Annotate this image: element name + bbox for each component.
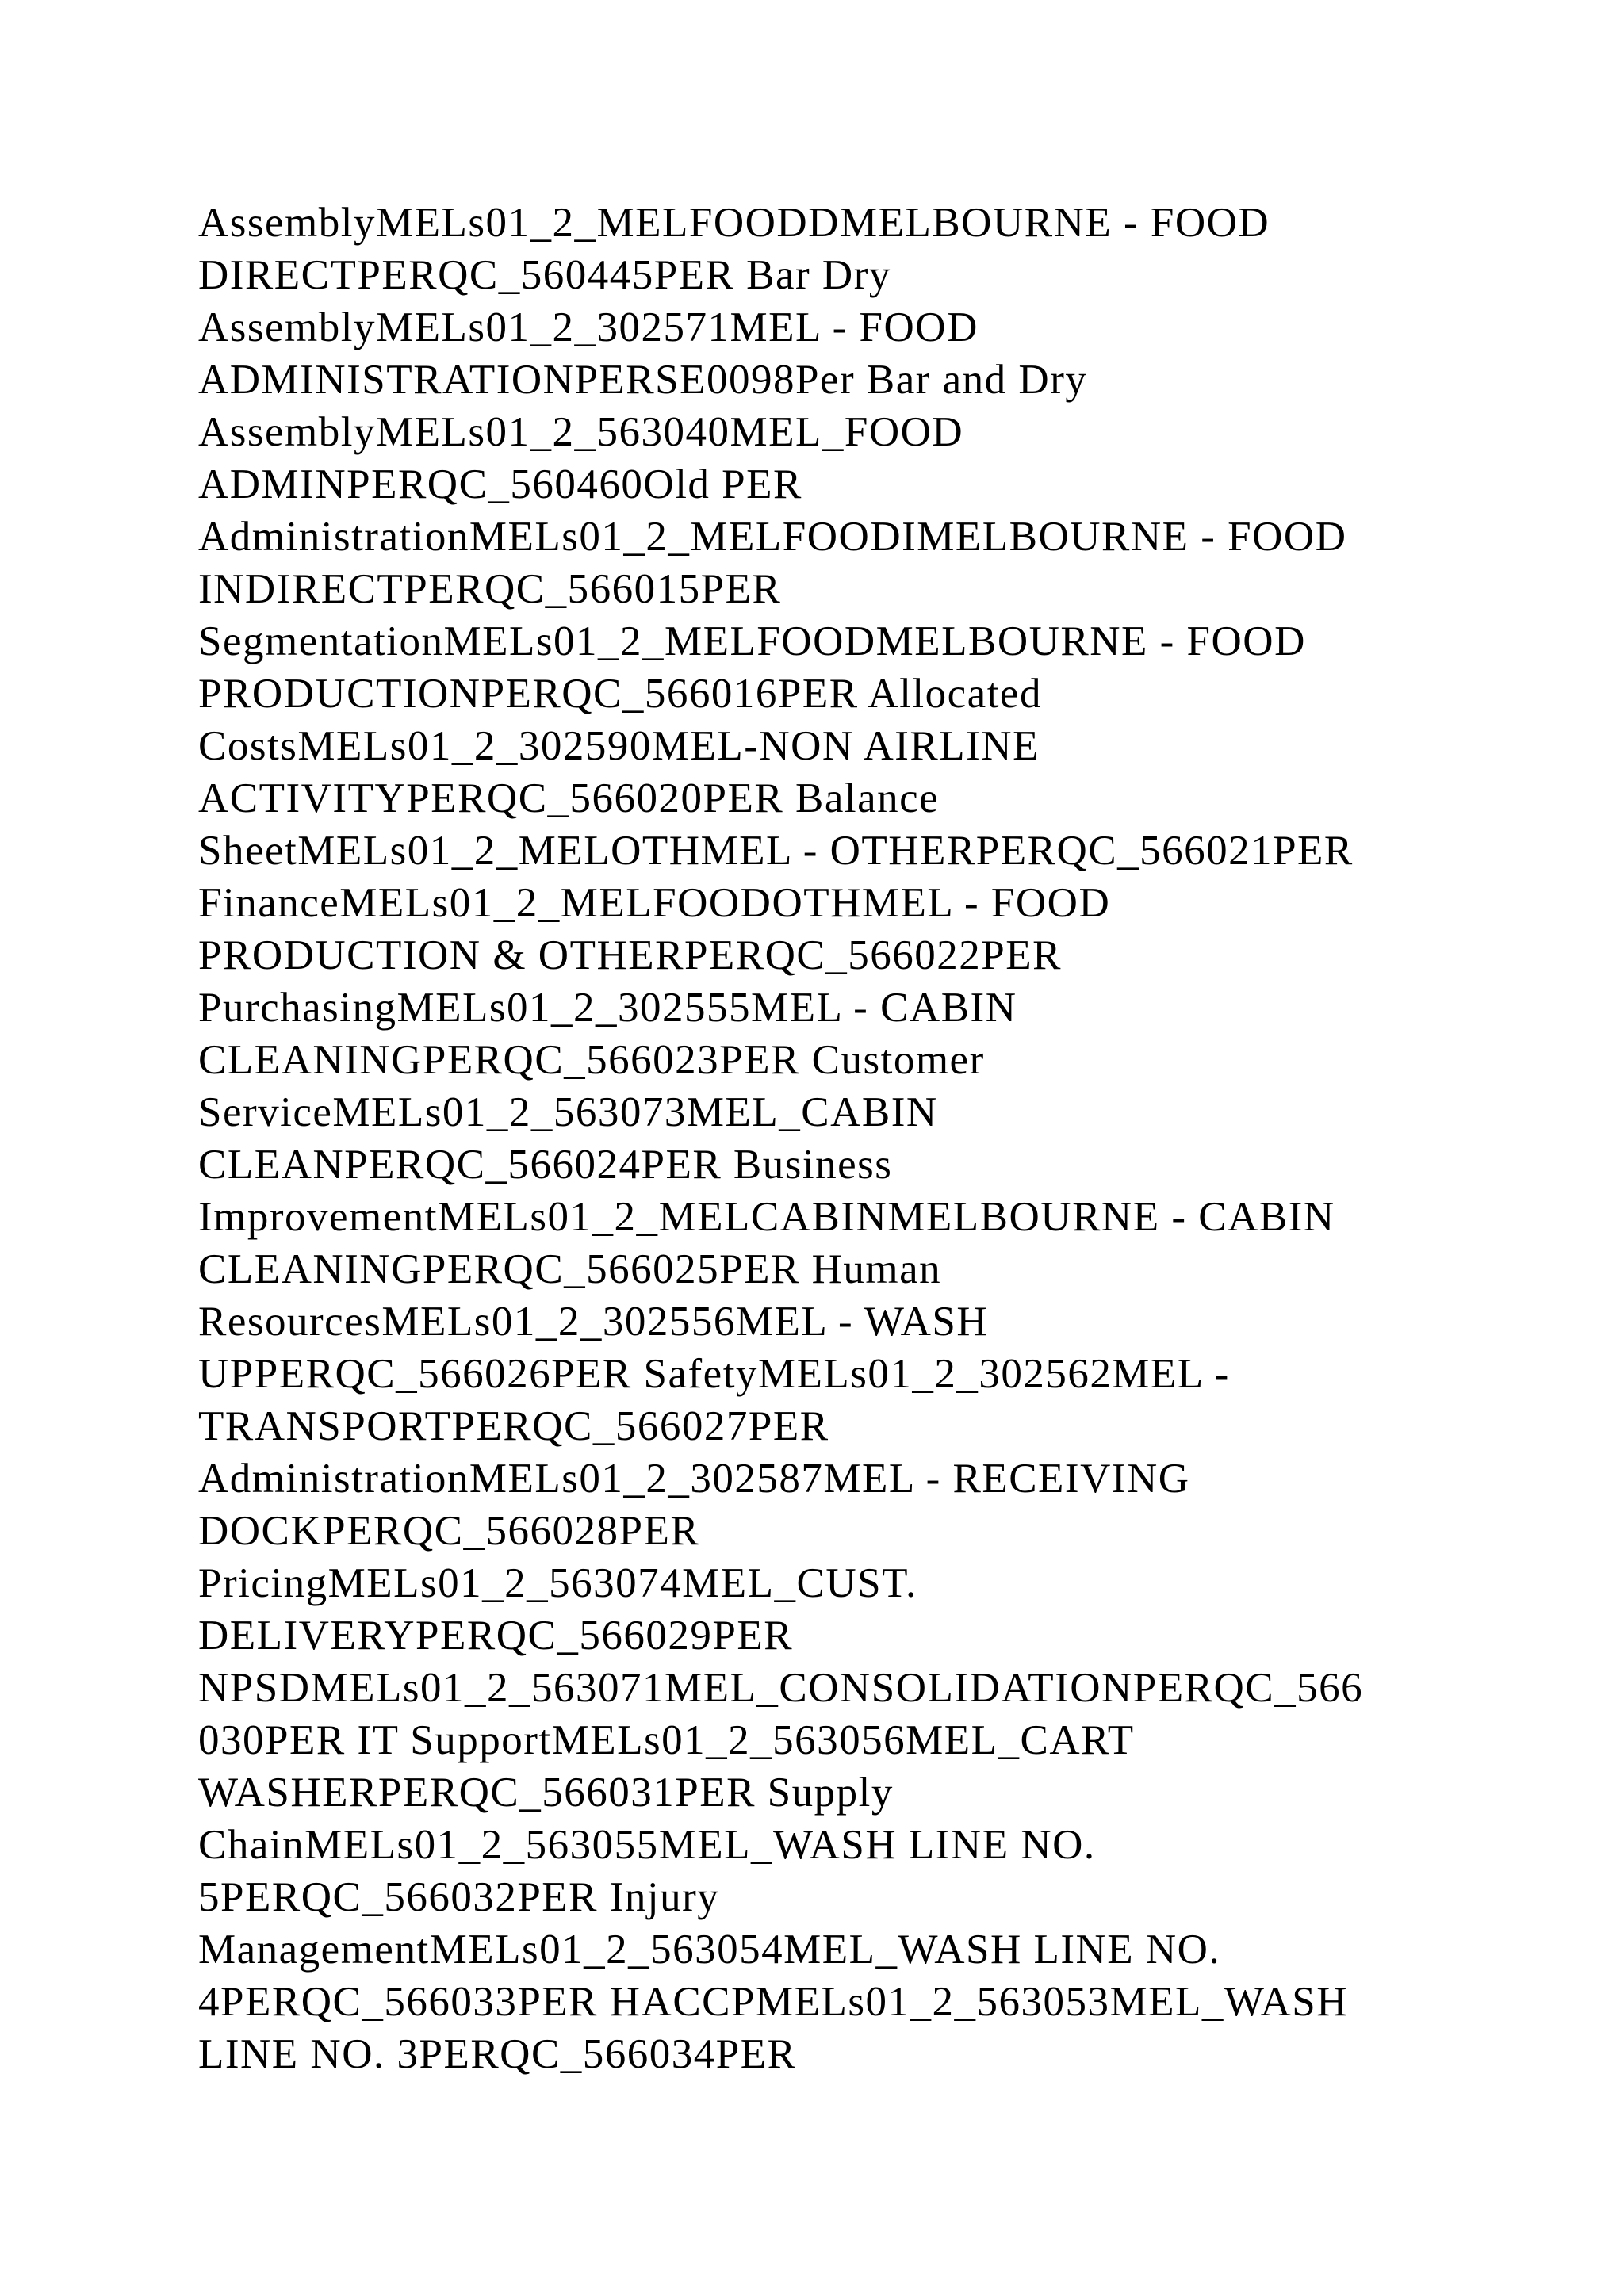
text-line: 5PERQC_566032PER Injury — [198, 1874, 720, 1920]
text-line: ServiceMELs01_2_563073MEL_CABIN — [198, 1089, 938, 1135]
text-line: AdministrationMELs01_2_302587MEL - RECEIVING — [198, 1456, 1190, 1502]
text-line: AdministrationMELs01_2_MELFOODIMELBOURNE - FOOD — [198, 514, 1347, 560]
text-line: FinanceMELs01_2_MELFOODOTHMEL - FOOD — [198, 880, 1111, 926]
text-line: PRODUCTIONPERQC_566016PER Allocated — [198, 671, 1042, 717]
text-line: ChainMELs01_2_563055MEL_WASH LINE NO. — [198, 1822, 1096, 1868]
text-line: DIRECTPERQC_560445PER Bar Dry — [198, 252, 891, 298]
text-line: CLEANINGPERQC_566025PER Human — [198, 1246, 942, 1292]
text-line: PricingMELs01_2_563074MEL_CUST. — [198, 1560, 917, 1606]
text-line: AssemblyMELs01_2_302571MEL - FOOD — [198, 304, 979, 350]
text-line: SegmentationMELs01_2_MELFOODMELBOURNE - FOOD — [198, 618, 1306, 664]
text-line: WASHERPERQC_566031PER Supply — [198, 1770, 894, 1816]
text-line: LINE NO. 3PERQC_566034PER — [198, 2031, 797, 2077]
text-line: ResourcesMELs01_2_302556MEL - WASH — [198, 1299, 989, 1345]
text-line: DOCKPERQC_566028PER — [198, 1508, 700, 1554]
body-text — [198, 197, 1467, 2080]
text-line: UPPERQC_566026PER SafetyMELs01_2_302562MEL - — [198, 1351, 1230, 1397]
text-line: TRANSPORTPERQC_566027PER — [198, 1403, 829, 1449]
text-line: ImprovementMELs01_2_MELCABINMELBOURNE - CABIN — [198, 1194, 1335, 1240]
text-line: AssemblyMELs01_2_563040MEL_FOOD — [198, 409, 964, 455]
text-line: PRODUCTION & OTHERPERQC_566022PER — [198, 932, 1062, 978]
text-line: SheetMELs01_2_MELOTHMEL - OTHERPERQC_566021PER — [198, 828, 1354, 874]
text-line: PurchasingMELs01_2_302555MEL - CABIN — [198, 985, 1017, 1031]
text-line: INDIRECTPERQC_566015PER — [198, 566, 782, 612]
text-line: ADMINPERQC_560460Old PER — [198, 461, 802, 507]
text-line: NPSDMELs01_2_563071MEL_CONSOLIDATIONPERQC_566 — [198, 1665, 1364, 1711]
text-line: ACTIVITYPERQC_566020PER Balance — [198, 775, 940, 821]
text-line: AssemblyMELs01_2_MELFOODDMELBOURNE - FOOD — [198, 200, 1270, 246]
text-line: DELIVERYPERQC_566029PER — [198, 1613, 794, 1659]
text-line: CostsMELs01_2_302590MEL-NON AIRLINE — [198, 723, 1040, 769]
text-line: ManagementMELs01_2_563054MEL_WASH LINE NO. — [198, 1927, 1221, 1973]
text-line: 030PER IT SupportMELs01_2_563056MEL_CART — [198, 1717, 1135, 1763]
text-line: CLEANPERQC_566024PER Business — [198, 1142, 893, 1188]
text-line: CLEANINGPERQC_566023PER Customer — [198, 1037, 985, 1083]
text-line: ADMINISTRATIONPERSE0098Per Bar and Dry — [198, 357, 1088, 403]
text-line: 4PERQC_566033PER HACCPMELs01_2_563053MEL_WASH — [198, 1979, 1349, 2025]
